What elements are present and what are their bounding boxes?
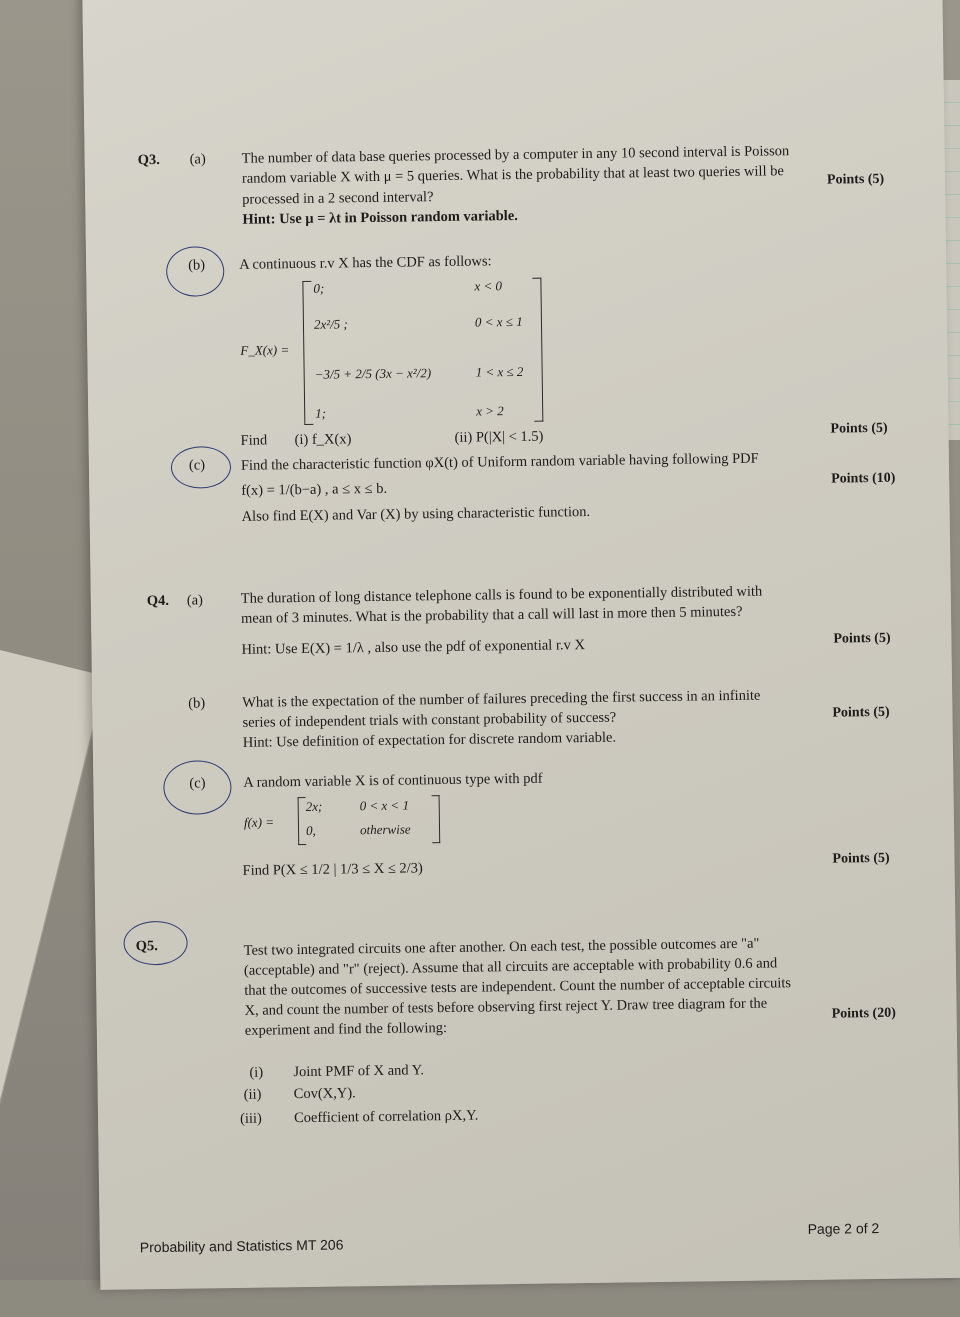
q3a-hint: Hint: Use μ = λt in Poisson random variable. [242, 207, 518, 228]
cdf-cond-4: x > 2 [476, 403, 504, 419]
q4b-label: (b) [188, 695, 206, 712]
q4b-line3: Hint: Use definition of expectation for discrete random variable. [242, 729, 617, 751]
q5-line1: Test two integrated circuits one after another. On each test, the possible outcomes are "a" [243, 935, 760, 959]
q5-item-text: Joint PMF of X and Y. [293, 1062, 425, 1081]
footer-page-number: Page 2 of 2 [807, 1219, 880, 1237]
q4b-points: Points (5) [832, 704, 890, 721]
q3c-line3: Also find E(X) and Var (X) by using characteristic function. [241, 503, 591, 525]
q4a-points: Points (5) [833, 630, 891, 647]
q3b-find-ii: (ii) P(|X| < 1.5) [454, 428, 544, 446]
q4c-find: Find P(X ≤ 1/2 | 1/3 ≤ X ≤ 2/3) [242, 860, 423, 879]
q5-line3: that the outcomes of successive tests are independent. Count the number of acceptable circuits [244, 975, 792, 999]
pdf-function-name: f(x) = [243, 814, 275, 830]
q3a-label: (a) [189, 151, 206, 168]
cdf-case-1: 0; [313, 280, 325, 296]
q4c-points: Points (5) [832, 850, 890, 867]
q3b-intro: A continuous r.v X has the CDF as follows: [239, 253, 492, 273]
q4a-label: (a) [186, 592, 204, 609]
q5-item-text: Cov(X,Y). [293, 1085, 356, 1103]
q4a-hint: Hint: Use E(X) = 1/λ , also use the pdf of exponential r.v X [241, 637, 585, 658]
right-brace [532, 278, 543, 422]
q3a-points: Points (5) [826, 171, 885, 188]
q4b-line2: series of independent trials with constant probability of success? [242, 709, 617, 731]
q3a-line3: processed in a 2 second interval? [242, 189, 434, 208]
q3b-find-i: (i) f_X(x) [294, 431, 352, 449]
pdf-case-2: 0, [305, 822, 316, 838]
left-brace [302, 281, 313, 425]
footer-course: Probability and Statistics MT 206 [139, 1236, 344, 1256]
cdf-cond-3: 1 < x ≤ 2 [475, 363, 524, 380]
q3a-line2: random variable X with μ = 5 queries. What is the probability that at least two queries will be [241, 163, 784, 187]
q3c-line2: f(x) = 1/(b−a) , a ≤ x ≤ b. [241, 480, 388, 499]
q5-item-label: (i) [249, 1064, 264, 1081]
pdf-cond-2: otherwise [359, 821, 411, 838]
cdf-cond-1: x < 0 [474, 278, 503, 294]
q3b-label: (b) [188, 257, 206, 274]
cdf-cond-2: 0 < x ≤ 1 [474, 313, 523, 330]
q3c-points: Points (10) [831, 470, 896, 487]
q4a-line2: mean of 3 minutes. What is the probability that a call will last in more then 5 minutes? [240, 603, 743, 627]
q5-item-label: (iii) [239, 1110, 262, 1127]
q4-label: Q4. [146, 592, 170, 610]
q4c-line1: A random variable X is of continuous type with pdf [243, 770, 543, 791]
q5-line5: experiment and find the following: [244, 1020, 448, 1039]
q5-line4: X, and count the number of tests before observing first reject Y. Draw tree diagram for the [244, 995, 768, 1019]
q4c-label: (c) [189, 775, 206, 792]
q5-item-text: Coefficient of correlation ρX,Y. [293, 1107, 479, 1127]
q3c-line1: Find the characteristic function φX(t) of Uniform random variable having following PDF [240, 450, 759, 474]
q5-label: Q5. [135, 938, 158, 955]
pdf-cond-1: 0 < x < 1 [359, 797, 410, 814]
right-brace [432, 795, 441, 843]
q3-label: Q3. [137, 151, 160, 169]
q3b-points: Points (5) [830, 420, 888, 437]
q3a-line1: The number of data base queries processed by a computer in any 10 second interval is Poisson [241, 143, 790, 167]
q4b-line1: What is the expectation of the number of failures preceding the first success in an infinite [242, 687, 761, 711]
q5-line2: (acceptable) and "r" (reject). Assume that all circuits are acceptable with probability 0.6 and [243, 955, 778, 979]
q3c-label: (c) [188, 457, 206, 474]
q4a-line1: The duration of long distance telephone calls is found to be exponentially distributed with [240, 583, 763, 607]
cdf-function-name: F_X(x) = [240, 342, 290, 358]
q3b-find: Find [240, 432, 268, 449]
cdf-case-3: −3/5 + 2/5 (3x − x²/2) [314, 365, 432, 382]
cdf-case-2: 2x²/5 ; [313, 316, 348, 332]
q5-item-label: (ii) [243, 1086, 262, 1103]
exam-page [82, 0, 960, 1290]
q5-points: Points (20) [831, 1005, 896, 1022]
cdf-case-4: 1; [315, 405, 327, 421]
pdf-case-1: 2x; [305, 798, 323, 814]
